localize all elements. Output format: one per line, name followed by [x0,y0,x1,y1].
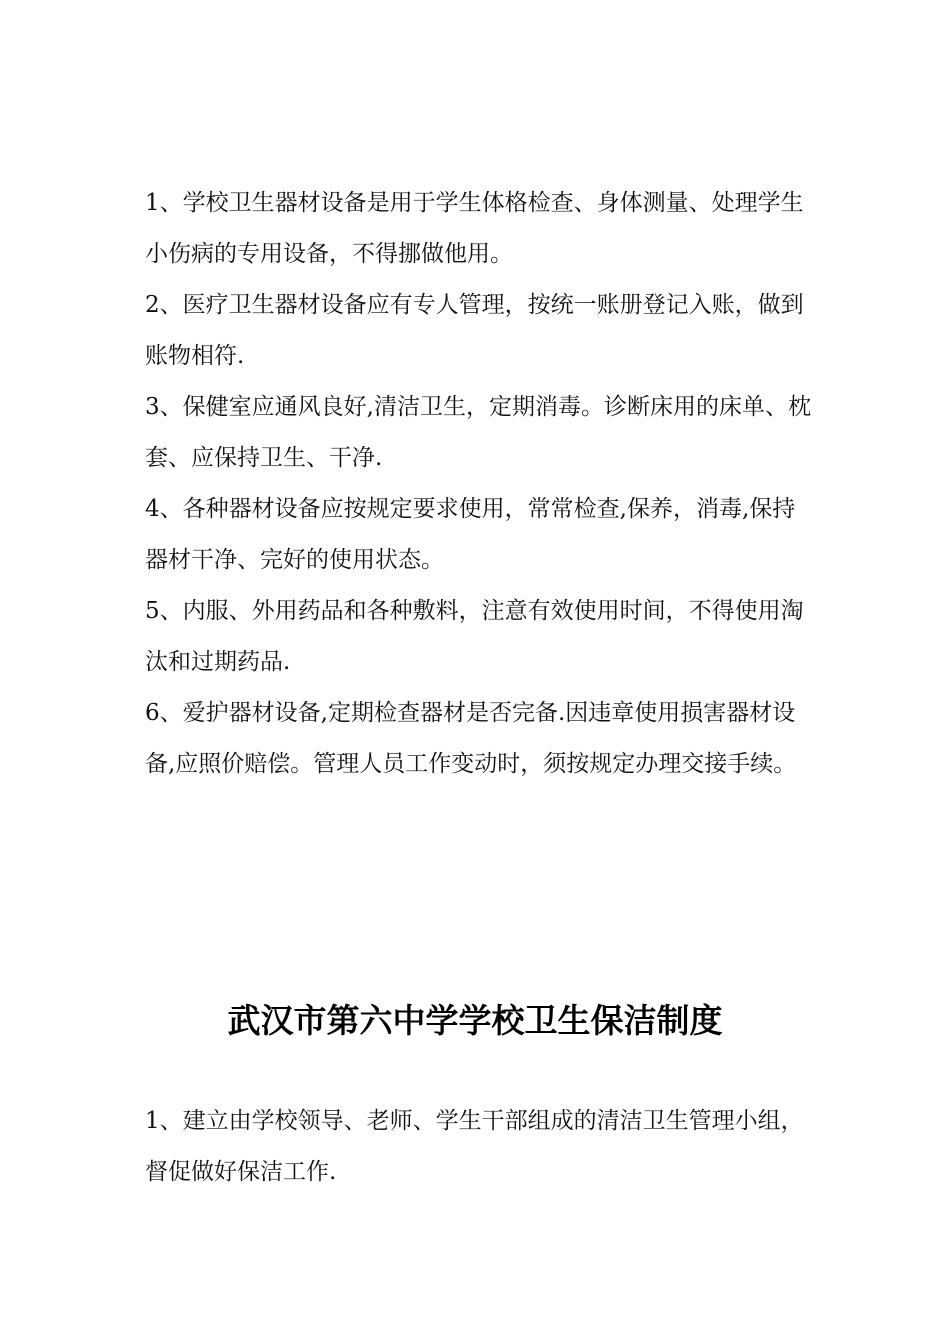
equipment-rules-section [145,178,815,790]
rule-item-2: 2、医疗卫生器材设备应有专人管理，按统一账册登记入账，做到账物相符. [145,292,804,369]
rule-item-6: 6、爱护器材设备,定期检查器材是否完备.因违章使用损害器材设备,应照价赔偿。管理人员工作变动时，须按规定办理交接手续。 [145,700,797,777]
rule-item-1: 1、学校卫生器材设备是用于学生体格检查、身体测量、处理学生小伤病的专用设备，不得挪做他用。 [145,190,804,267]
rule-item-4: 4、各种器材设备应按规定要求使用，常常检查,保养，消毒,保持器材干净、完好的使用状态。 [145,496,796,573]
section-title: 武汉市第六中学学校卫生保洁制度 [227,1001,723,1040]
cleaning-item-1: 1、建立由学校领导、老师、学生干部组成的清洁卫生管理小组，督促做好保洁工作. [145,1108,804,1185]
rule-item-5: 5、内服、外用药品和各种敷料，注意有效使用时间，不得使用淘汰和过期药品. [145,598,804,675]
rule-item-3: 3、保健室应通风良好,清洁卫生，定期消毒。诊断床用的床单、枕套、应保持卫生、干净. [145,394,811,471]
cleaning-rules-section [145,1096,815,1198]
